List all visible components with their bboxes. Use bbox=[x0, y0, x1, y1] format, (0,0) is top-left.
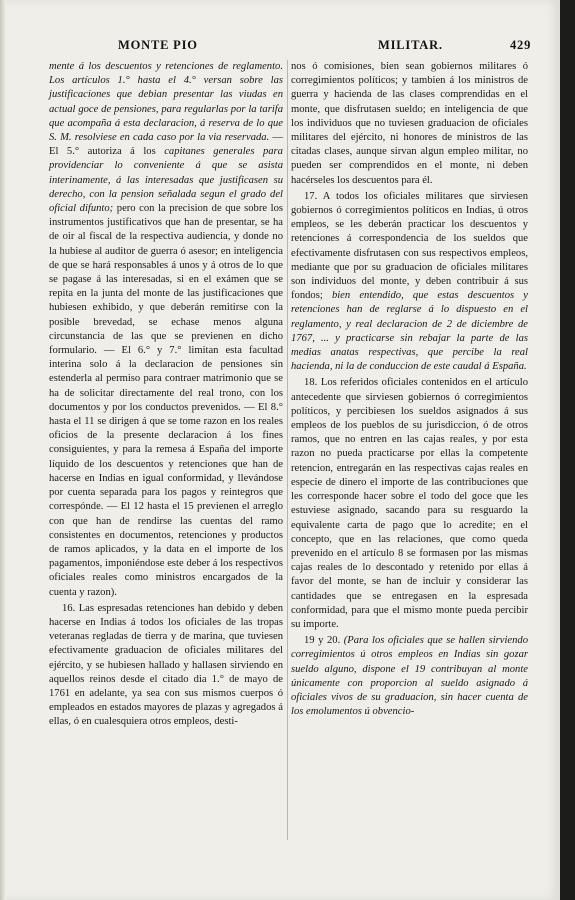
paragraph-19-20-number: 19 y 20. bbox=[304, 635, 344, 647]
running-title-right: MILITAR. bbox=[378, 38, 443, 52]
left-column bbox=[49, 60, 283, 730]
italic-summary-a: mente á los descuentos y retenciones de reglamento. Los artículos 1.° hasta el 4.° versan sobre las justificaciones que debian presentar las viudas en actual goce de pensiones, para regularlas por la tarifa que acompaña á esta declaracion, á reserva de lo que S. M. resolviese en cada caso por la via reservada. bbox=[49, 61, 283, 144]
paragraph-16: 16. Las espresadas retenciones han debido y deben hacerse en Indias á todos los oficiales de las tropas veteranas regladas de tierra y de marina, que tuviesen efectivamente graduacion de oficiales militares del ejército, y se hubiesen hallado y hallasen sirviendo en aquellos reinos desde el citado dia 1.° de mayo de 1761 en adelante, ya sea con sus mismos cuerpos ó empleados en estados mayores de plazas y agregados á ellas, ó en cualesquiera otros empleos, desti- bbox=[49, 602, 283, 728]
paragraph-17 bbox=[291, 190, 528, 375]
column-divider bbox=[287, 60, 288, 840]
running-title-left: MONTE PIO bbox=[118, 38, 198, 52]
paragraph-continued: nos ó comisiones, bien sean gobiernos militares ó corregimientos políticos; y tambien á los ministros de guerra y hacienda de las clases comprendidas en el monte, que disfrutasen sueldo; en inteligencia de que los individuos que no tuviesen graduacion de oficiales militares del ejército, ni honores de ministros de las citadas clases, aunque sirvan algun empleo militar, no pueden ser comprendidos en el monte, ni deben hacérseles los descuentos para él. bbox=[291, 61, 528, 186]
italic-summary-b: capitanes generales para providenciar lo conveniente á que se asista interinamente, á las interesadas que justificasen su derecho, con la pension señalada segun el grado del oficial difunto; bbox=[49, 146, 283, 215]
paragraph-19-20 bbox=[291, 634, 528, 719]
running-header bbox=[0, 38, 560, 58]
paragraph-summary bbox=[49, 60, 283, 600]
paragraph-18: 18. Los referidos oficiales contenidos en el artículo antecedente que sirviesen gobiernos ó corregimientos políticos, y percibiesen los sueldos asignados á sus empleos de los pueblos de su jurisdiccion, ó de otros ramos, que no entren en las cajas reales, y por esta razon no pueda practicarse por ellas la competente retencion, entregarán en las respectivas cajas reales en especie de dinero el importe de las contribuciones que les corresponde hacer sobre el todo del goce que les estuviese asignado, sacando para su resguardo la equivalente carta de pago que lo acredite; en el concepto, que en las relaciones, que como queda prevenido en el artículo 8 se formasen por las mismas cajas reales de lo descontado y retenido por ellas á favor del monte, se han de incluir y considerar las cantidades que se entregasen en la espresada conformidad, para que el mismo monte pueda percibir su importe. bbox=[291, 377, 528, 630]
paragraph-17-italic: bien entendido, que estas descuentos y retenciones han de reglarse á lo dispuesto en el reglamento, y real declaracion de 2 de diciembre de 1767, ... y practicarse sin rebajar la parte de las medias anatas respectivas, que percibe la real hacienda, ni la de conduccion de este caudal á España. bbox=[291, 290, 528, 373]
summary-text-b: pero con la precision de que sobre los instrumentos justificativos que han de presentar, se ha de oir al fiscal de la respectiva audiencia, y donde no la hubiese al auditor de guerra ó asesor; en inteligencia de que se hará responsables á unos y á otros de lo que se pagase á las interesadas, si en el exámen que se repita en la junta del monte de las justificaciones que hubiesen exhibido, y que deberán remitirse con la posible brevedad, se echase menos alguna circunstancia de las que se previenen en dicho formulario. — El 6.° y 7.° limitan esta facultad interina solo á la declaracion de pensiones sin estenderla al permiso para contraer matrimonio que se ha de solicitar directamente del real trono, con los documentos y por los conductos prevenidos. — El 8.° hasta el 11 se dirigen á que se tome razon en los reales oficios de la presente declaracion á los fines consiguientes, y para la remesa á España del importe líquido de los descuentos y retenciones que han de hacerse en Indias en igual conformidad, y llevándose por cuenta separada para los pagos y reintegros que correspónde. — El 12 hasta el 15 previenen el arreglo con que han de rendirse las cuentas del ramo consistentes en documentos, retenciones y productos de ramos aplicados, y la data en el importe de los pagamentos, imponiéndose este deber á los respectivos oficiales reales como ministros encargados de la cuenta y razon). bbox=[49, 203, 284, 598]
right-column bbox=[291, 60, 528, 719]
page-edge-shadow bbox=[0, 0, 6, 900]
summary-text-a: — El 5.° autoriza á los bbox=[49, 132, 283, 158]
paragraph-19-20-italic: (Para los oficiales que se hallen sirviendo corregimientos ú otros empleos en Indias sin gozar sueldo alguno, dispone el 19 contribuyan al monte únicamente con proporcion al sueldo asignado á oficiales vivos de su graduacion, sin hacer cuenta de los emolumentos ú obvencio- bbox=[291, 635, 529, 718]
page-number: 429 bbox=[510, 38, 532, 52]
paragraph-17-text: 17. A todos los oficiales militares que sirviesen gobiernos ó corregimientos políticos en Indias, ú otros empleos, se les deberán practicar los descuentos y retenciones á correspondencia de los sueldos que efectivamente disfrutasen con sus respectivos empleos, mediante que por su graduacion de oficiales militares son individuos del monte, y deben contribuir á sus fondos; bbox=[291, 190, 528, 302]
